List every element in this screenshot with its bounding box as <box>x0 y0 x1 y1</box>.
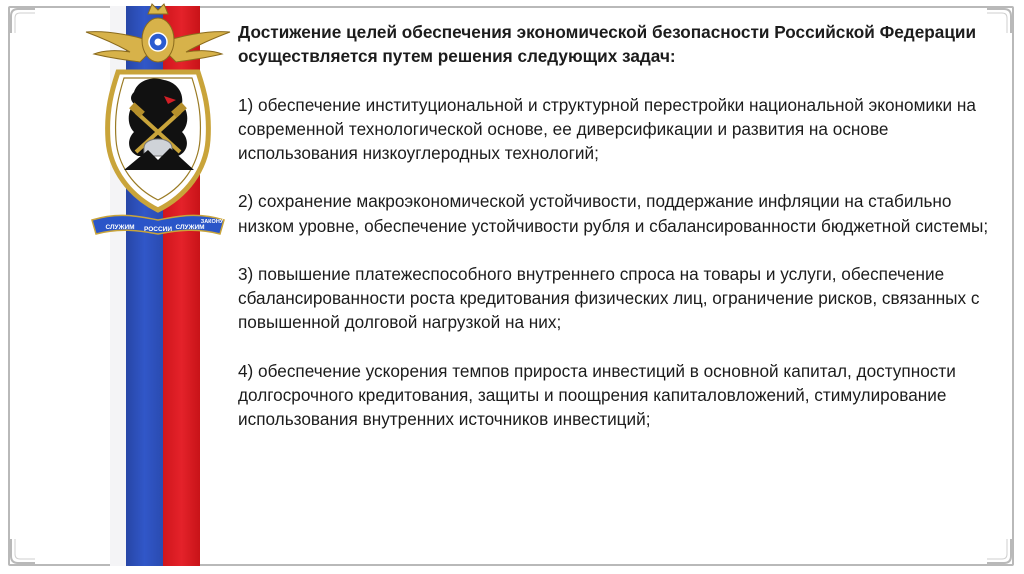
task-item-1: 1) обеспечение институциональной и структурной перестройки национальной экономики на современной технологической основе, ее диверсификации и развития на основе использования низкоуглеродных технологий; <box>238 94 976 163</box>
slide-content <box>238 20 998 456</box>
ribbon-text-right: СЛУЖИМ <box>175 224 205 231</box>
police-shield-emblem-icon <box>78 0 238 250</box>
task-item-4: 4) обеспечение ускорения темпов прироста инвестиций в основной капитал, доступности долгосрочного кредитования, защиты и поощрения капиталовложений, стимулирование использования внутренних источников инвестиций; <box>238 360 956 430</box>
frame-corner-ornament <box>10 8 36 34</box>
task-item-2: 2) сохранение макроэкономической устойчивости, поддержание инфляции на стабильно низком уровне, обеспечение устойчивости рубля и сбалансированности бюджетной системы; <box>238 191 989 236</box>
slide-heading: Достижение целей обеспечения экономической безопасности Российской Федерации осуществляется путем решения следующих задач: <box>238 22 977 67</box>
task-item-3: 3) повышение платежеспособного внутреннего спроса на товары и услуги, обеспечение сбалансированности роста кредитования физических лиц, ограничение рисков, связанных с повышенной долговой нагрузкой на них; <box>238 263 980 333</box>
frame-corner-ornament <box>986 538 1012 564</box>
ribbon-text-center: РОССИИ <box>143 226 173 233</box>
ribbon-text-right-2: ЗАКОНУ <box>200 219 224 225</box>
frame-corner-ornament <box>10 538 36 564</box>
ribbon-text-left: СЛУЖИМ <box>105 224 135 231</box>
